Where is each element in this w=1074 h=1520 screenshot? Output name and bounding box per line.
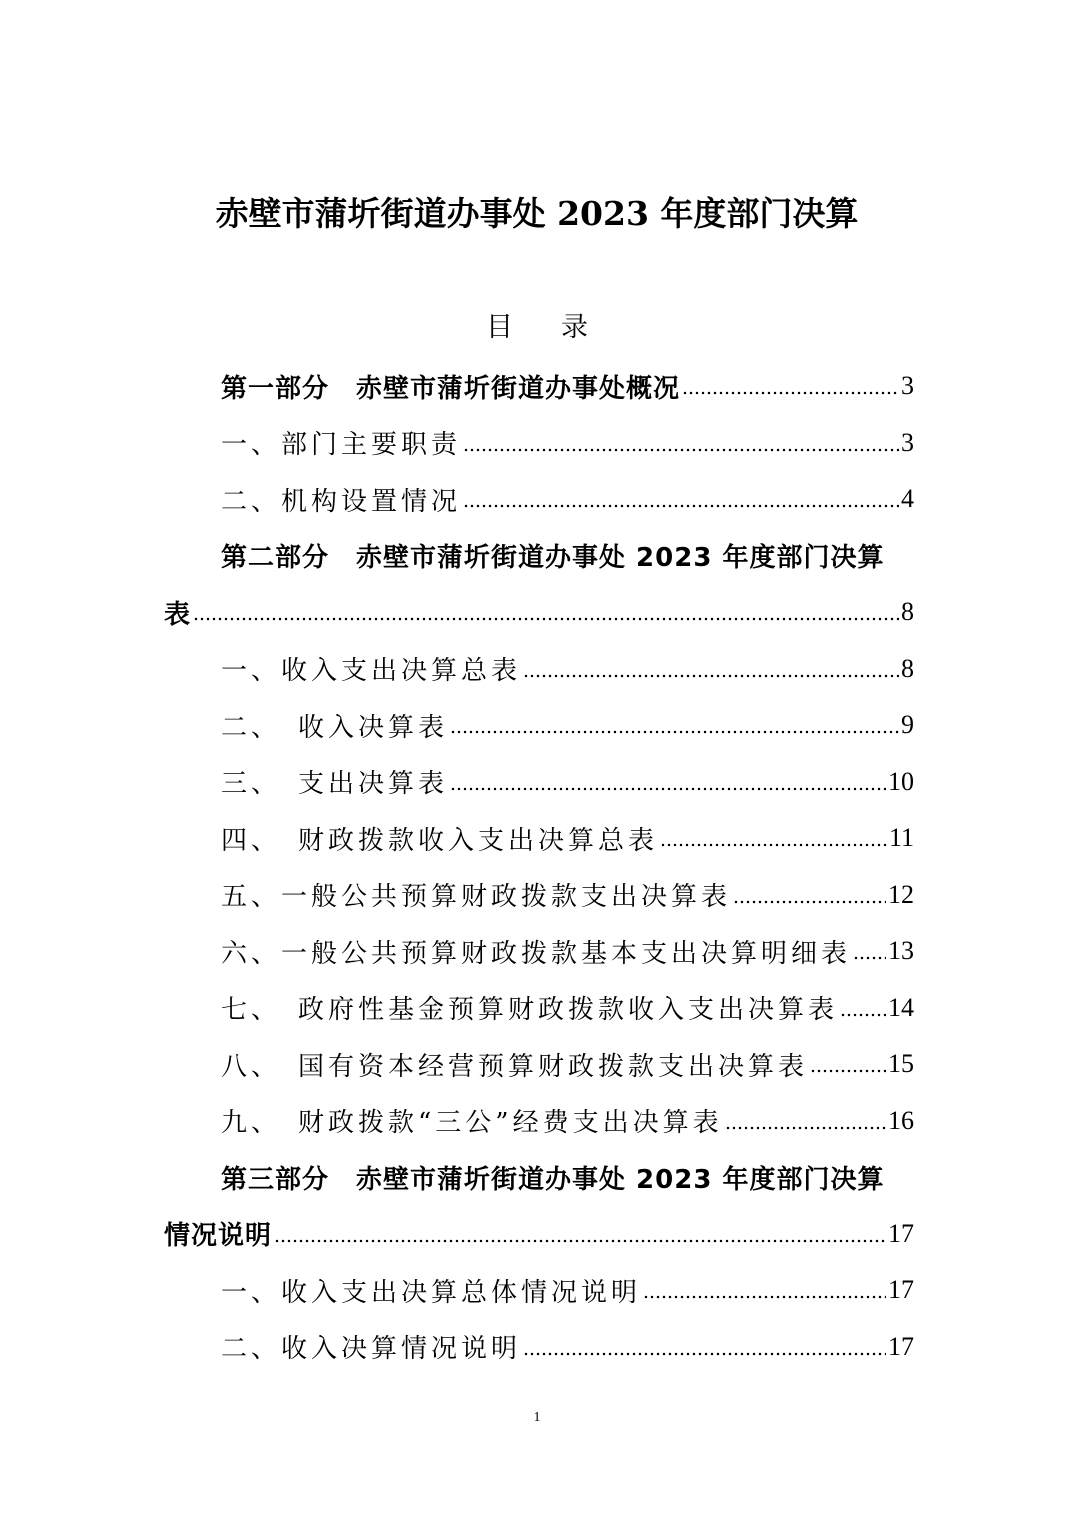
toc-page-number: 15 <box>888 1049 914 1079</box>
toc-entry-text: 六、一般公共预算财政拨款基本支出决算明细表 <box>221 938 852 969</box>
toc-entry-text: 一、部门主要职责 <box>221 430 462 461</box>
toc-entry-2-1[interactable] <box>164 641 914 698</box>
toc-leader-dots <box>643 1294 886 1300</box>
toc-leader-dots <box>810 1068 886 1074</box>
toc-entry-text: 二、 收入决算表 <box>221 712 449 743</box>
toc-entry-text: 第二部分 赤壁市蒲圻街道办事处 2023 年度部门决算 <box>221 543 885 574</box>
toc-entry-text: 九、 财政拨款“三公”经费支出决算表 <box>221 1108 723 1139</box>
toc-leader-dots <box>193 616 899 622</box>
toc-leader-dots <box>733 899 886 905</box>
page-number: 1 <box>533 1410 541 1425</box>
toc-leader-dots <box>660 842 887 848</box>
toc-leader-dots <box>725 1125 886 1131</box>
toc-page-number: 11 <box>888 823 914 853</box>
toc-entry-text: 七、 政府性基金预算财政拨款收入支出决算表 <box>221 995 839 1026</box>
toc-leader-dots <box>450 786 886 792</box>
toc-leader-dots <box>523 673 899 679</box>
toc-entry-part-3-continuation[interactable] <box>164 1206 914 1263</box>
toc-entry-text: 一、收入支出决算总体情况说明 <box>221 1277 642 1308</box>
toc-page-number: 3 <box>901 371 914 401</box>
toc-page-number: 10 <box>888 766 914 796</box>
toc-page-number: 3 <box>901 427 914 457</box>
toc-leader-dots <box>463 503 899 509</box>
toc-page-number: 8 <box>901 653 914 683</box>
toc-entry-text: 第三部分 赤壁市蒲圻街道办事处 2023 年度部门决算 <box>221 1164 885 1195</box>
toc-entry-text: 五、一般公共预算财政拨款支出决算表 <box>221 882 732 913</box>
toc-entry-part-2-continuation[interactable] <box>164 584 914 641</box>
toc-page-number: 17 <box>888 1331 914 1361</box>
toc-entry-2-9[interactable] <box>164 1093 914 1150</box>
toc-entry-part-2[interactable] <box>164 528 914 585</box>
toc-entry-text: 三、 支出决算表 <box>221 769 449 800</box>
toc-entry-3-2[interactable] <box>164 1319 914 1376</box>
toc-entry-text: 四、 财政拨款收入支出决算总表 <box>221 825 659 856</box>
toc-page-number: 12 <box>888 879 914 909</box>
toc-entry-continuation: 情况说明 <box>164 1221 273 1252</box>
toc-page-number: 8 <box>901 597 914 627</box>
toc-entry-text: 第一部分 赤壁市蒲圻街道办事处概况 <box>221 373 681 404</box>
toc-entry-text: 一、收入支出决算总表 <box>221 656 522 687</box>
table-of-contents <box>164 358 914 1375</box>
toc-page-number: 14 <box>888 992 914 1022</box>
toc-leader-dots <box>274 1238 886 1244</box>
toc-entry-2-2[interactable] <box>164 697 914 754</box>
toc-entry-part-3[interactable] <box>164 1149 914 1206</box>
toc-page-number: 9 <box>901 710 914 740</box>
toc-page-number: 17 <box>888 1218 914 1248</box>
toc-leader-dots <box>523 1351 886 1357</box>
toc-entry-2-6[interactable] <box>164 923 914 980</box>
toc-page-number: 16 <box>888 1105 914 1135</box>
toc-entry-3-1[interactable] <box>164 1262 914 1319</box>
toc-entry-part-1[interactable] <box>164 358 914 415</box>
toc-entry-text: 二、机构设置情况 <box>221 486 462 517</box>
toc-entry-text: 八、 国有资本经营预算财政拨款支出决算表 <box>221 1051 809 1082</box>
toc-page-number: 4 <box>901 484 914 514</box>
toc-entry-1-1[interactable] <box>164 415 914 472</box>
toc-entry-2-7[interactable] <box>164 980 914 1037</box>
toc-page-number: 17 <box>888 1275 914 1305</box>
toc-page-number: 13 <box>888 936 914 966</box>
toc-leader-dots <box>463 447 899 453</box>
toc-entry-1-2[interactable] <box>164 471 914 528</box>
toc-entry-2-3[interactable] <box>164 754 914 811</box>
toc-leader-dots <box>682 390 899 396</box>
toc-leader-dots <box>840 1012 886 1018</box>
toc-entry-2-4[interactable] <box>164 810 914 867</box>
toc-entry-text: 二、收入决算情况说明 <box>221 1334 522 1365</box>
toc-leader-dots <box>450 729 899 735</box>
toc-entry-2-8[interactable] <box>164 1036 914 1093</box>
toc-leader-dots <box>853 955 886 961</box>
document-title: 赤壁市蒲圻街道办事处 2023 年度部门决算 <box>215 194 859 233</box>
toc-entry-continuation: 表 <box>164 599 192 630</box>
toc-entry-2-5[interactable] <box>164 867 914 924</box>
toc-heading: 目录 <box>486 312 636 343</box>
